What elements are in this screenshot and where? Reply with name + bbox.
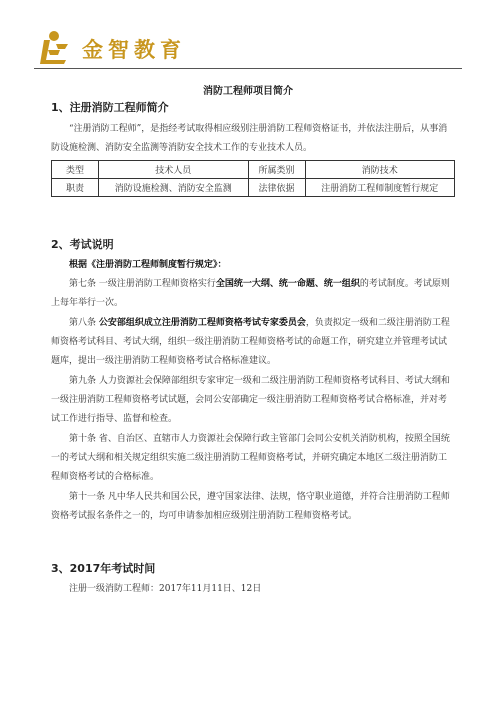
article-8-label: 第八条	[69, 318, 99, 328]
article-9: 第九条 人力资源社会保障部组织专家审定一级和二级注册消防工程师资格考试科目、考试大纲和一级注册消防工程师资格考试试题，会同公安部确定一级注册消防工程师资格考试合格标准，并对考试工作进行指导、监督和检查。	[51, 376, 450, 424]
exam-date-line: 注册一级消防工程师：2017年11月11日、12日	[69, 584, 262, 594]
table-row	[52, 161, 455, 179]
article-8	[51, 314, 455, 371]
section-1-paragraph: “注册消防工程师”，是指经考试取得相应级别注册消防工程师资格证书，并依法注册后，从事消防设施检测、消防安全监测等消防安全技术工作的专业技术人员。	[51, 124, 448, 153]
section-2-heading: 2、考试说明	[51, 238, 114, 251]
article-7-text: 第七条 一级注册消防工程师资格实行	[69, 279, 216, 289]
header-divider	[34, 68, 462, 69]
table-cell: 消防设施检测、消防安全监测	[99, 179, 249, 197]
table-cell: 所属类别	[248, 161, 305, 179]
table-cell: 技术人员	[99, 161, 249, 179]
table-cell: 消防技术	[305, 161, 455, 179]
table-cell: 法律依据	[248, 179, 305, 197]
info-table	[51, 160, 455, 197]
table-cell: 职责	[52, 179, 99, 197]
header	[34, 30, 462, 70]
article-7-text-end: 的考试制度。考试原则上每年举行一次。	[51, 279, 450, 308]
section-1-heading: 1、注册消防工程师简介	[51, 101, 169, 114]
brand-name: 金智教育	[82, 37, 186, 62]
basis-line: 根据《注册消防工程师制度暂行规定》：	[69, 260, 227, 270]
table-cell: 类型	[52, 161, 99, 179]
article-10: 第十条 省、自治区、直辖市人力资源社会保障行政主管部门会同公安机关消防机构，按照全国统一的考试大纲和相关规定组织实施二级注册消防工程师资格考试，并研究确定本地区二级注册消防工程师资格考试的合格标准。	[51, 434, 450, 482]
table-row	[52, 179, 455, 197]
doc-title: 消防工程师项目简介	[203, 86, 293, 97]
section-3-heading: 3、2017年考试时间	[51, 562, 156, 575]
article-7	[51, 275, 455, 313]
article-8-text: ，负责拟定一级和二级注册消防工程师资格考试科目、考试大纲，组织一级注册消防工程师资格考试的命题工作，研究建立并管理考试试题库，提出一级注册消防工程师资格考试合格标准建议。	[51, 318, 450, 366]
logo-icon	[34, 30, 82, 66]
table-cell: 注册消防工程师制度暂行规定	[305, 179, 455, 197]
article-8-emphasis: 公安部组织成立注册消防工程师资格考试专家委员会	[98, 318, 306, 328]
article-7-emphasis: 全国统一大纲、统一命题、统一组织	[215, 279, 360, 289]
article-11: 第十一条 凡中华人民共和国公民，遵守国家法律、法规，恪守职业道德，并符合注册消防工程师资格考试报名条件之一的，均可申请参加相应级别注册消防工程师资格考试。	[51, 492, 450, 521]
